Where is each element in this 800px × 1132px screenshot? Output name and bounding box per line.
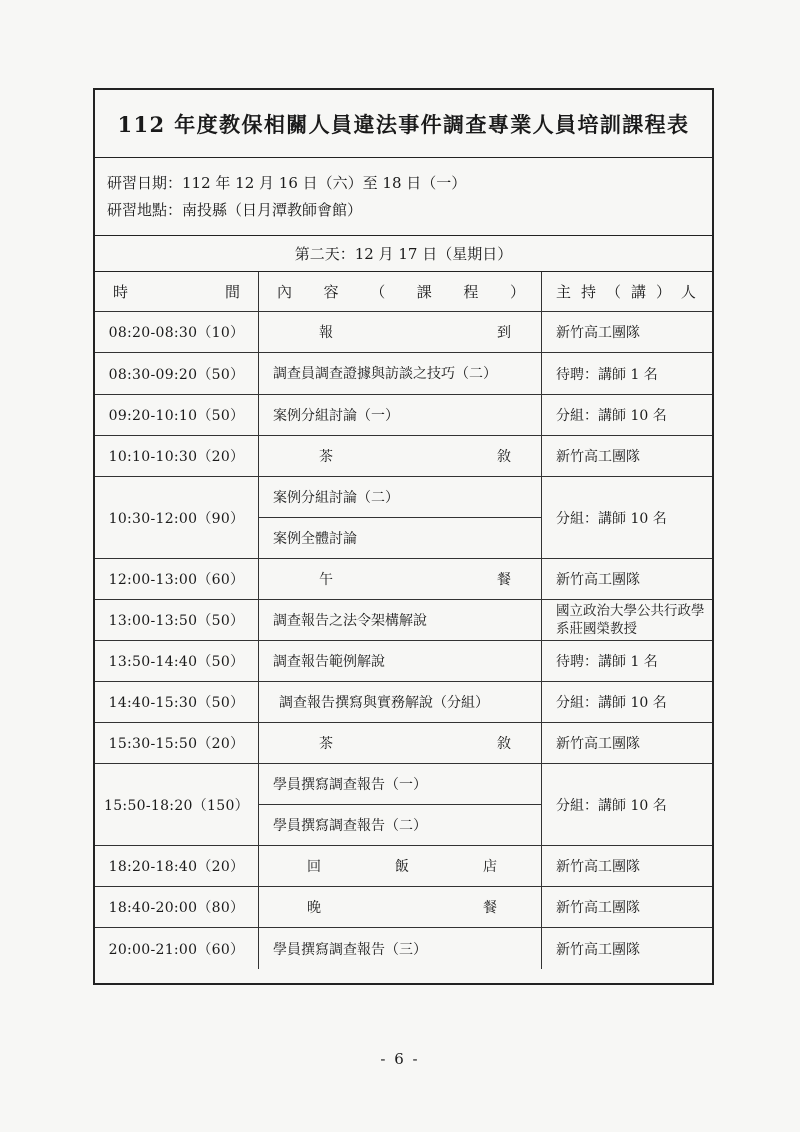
header-char: 主 — [556, 283, 572, 301]
content-cell: 調查報告撰寫與實務解說（分組） — [259, 682, 542, 723]
header-char: ） — [655, 283, 671, 301]
host-cell: 分組：講師 10 名 — [542, 477, 712, 559]
content-cell — [259, 846, 542, 887]
content-cell: 調查員調查證據與訪談之技巧（二） — [259, 353, 542, 395]
content-cell: 學員撰寫調查報告（三） — [259, 928, 542, 969]
content-char: 敘 — [497, 449, 511, 465]
content-cell: 案例分組討論（一） — [259, 395, 542, 436]
document-title: 112 年度教保相關人員違法事件調查專業人員培訓課程表 — [117, 111, 690, 137]
header-char: 持 — [580, 283, 596, 301]
content-cell — [259, 887, 542, 928]
time-cell: 14:40-15:30（50） — [95, 682, 259, 723]
host-cell: 新竹高工團隊 — [542, 887, 712, 928]
content-cell: 調查報告範例解說 — [259, 641, 542, 682]
content-char: 回 — [307, 859, 321, 875]
header-host — [542, 272, 712, 312]
content-char: 餐 — [497, 572, 511, 588]
time-cell: 18:20-18:40（20） — [95, 846, 259, 887]
title-row — [95, 90, 712, 158]
content-cell: 學員撰寫調查報告（二） — [259, 805, 542, 846]
time-cell: 20:00-21:00（60） — [95, 928, 259, 969]
header-char: 課 — [416, 283, 432, 301]
content-cell — [259, 723, 542, 764]
host-cell: 分組：講師 10 名 — [542, 764, 712, 846]
info-row — [95, 158, 712, 236]
time-cell: 08:20-08:30（10） — [95, 312, 259, 353]
content-char: 報 — [319, 325, 333, 341]
host-cell: 待聘：講師 1 名 — [542, 641, 712, 682]
time-cell: 13:00-13:50（50） — [95, 600, 259, 641]
host-cell: 新竹高工團隊 — [542, 723, 712, 764]
content-cell: 案例分組討論（二） — [259, 477, 542, 518]
header-char: 容 — [323, 283, 339, 301]
header-char: ） — [509, 283, 525, 301]
host-cell: 新竹高工團隊 — [556, 941, 640, 958]
training-place: 研習地點：南投縣（日月潭教師會館） — [107, 201, 363, 219]
content-cell — [259, 312, 542, 353]
host-cell: 待聘：講師 1 名 — [542, 353, 712, 395]
header-char: 內 — [277, 283, 293, 301]
host-cell: 分組：講師 10 名 — [542, 682, 712, 723]
training-date: 研習日期：112 年 12 月 16 日（六）至 18 日（一） — [107, 174, 467, 192]
content-char: 茶 — [319, 736, 333, 752]
schedule-table — [95, 272, 712, 1010]
content-cell — [259, 559, 542, 600]
content-cell: 調查報告之法令架構解說 — [259, 600, 542, 641]
content-char: 午 — [319, 572, 333, 588]
time-cell: 08:30-09:20（50） — [95, 353, 259, 395]
content-cell: 案例全體討論 — [259, 518, 542, 559]
time-cell: 18:40-20:00（80） — [95, 887, 259, 928]
header-char: 時 — [113, 283, 129, 301]
host-cell: 新竹高工團隊 — [542, 846, 712, 887]
page-number: - 6 - — [380, 1050, 420, 1068]
content-char: 晚 — [307, 900, 321, 916]
header-char: 講 — [630, 283, 646, 301]
header-char: 間 — [224, 283, 240, 301]
host-cell: 新竹高工團隊 — [542, 559, 712, 600]
day-heading: 第二天：12 月 17 日（星期日） — [294, 245, 513, 263]
day-heading-row — [95, 236, 712, 272]
host-cell: 國立政治大學公共行政學系莊國榮教授 — [542, 600, 712, 641]
host-cell: 分組：講師 10 名 — [542, 395, 712, 436]
header-char: （ — [605, 283, 621, 301]
content-char: 店 — [483, 859, 497, 875]
header-time — [95, 272, 259, 312]
content-cell — [259, 436, 542, 477]
content-cell: 學員撰寫調查報告（一） — [259, 764, 542, 805]
time-cell: 15:50-18:20（150） — [95, 764, 259, 846]
header-content — [259, 272, 542, 312]
host-cell: 新竹高工團隊 — [542, 312, 712, 353]
time-cell: 10:10-10:30（20） — [95, 436, 259, 477]
content-char: 到 — [497, 325, 511, 341]
header-char: （ — [370, 283, 386, 301]
host-cell: 新竹高工團隊 — [542, 436, 712, 477]
time-cell: 15:30-15:50（20） — [95, 723, 259, 764]
content-char: 飯 — [395, 859, 409, 875]
header-char: 程 — [463, 283, 479, 301]
time-cell: 10:30-12:00（90） — [95, 477, 259, 559]
content-char: 茶 — [319, 449, 333, 465]
time-cell: 12:00-13:00（60） — [95, 559, 259, 600]
header-char: 人 — [680, 283, 696, 301]
time-cell: 09:20-10:10（50） — [95, 395, 259, 436]
content-char: 敘 — [497, 736, 511, 752]
time-cell: 13:50-14:40（50） — [95, 641, 259, 682]
schedule-frame — [93, 88, 714, 985]
content-char: 餐 — [483, 900, 497, 916]
